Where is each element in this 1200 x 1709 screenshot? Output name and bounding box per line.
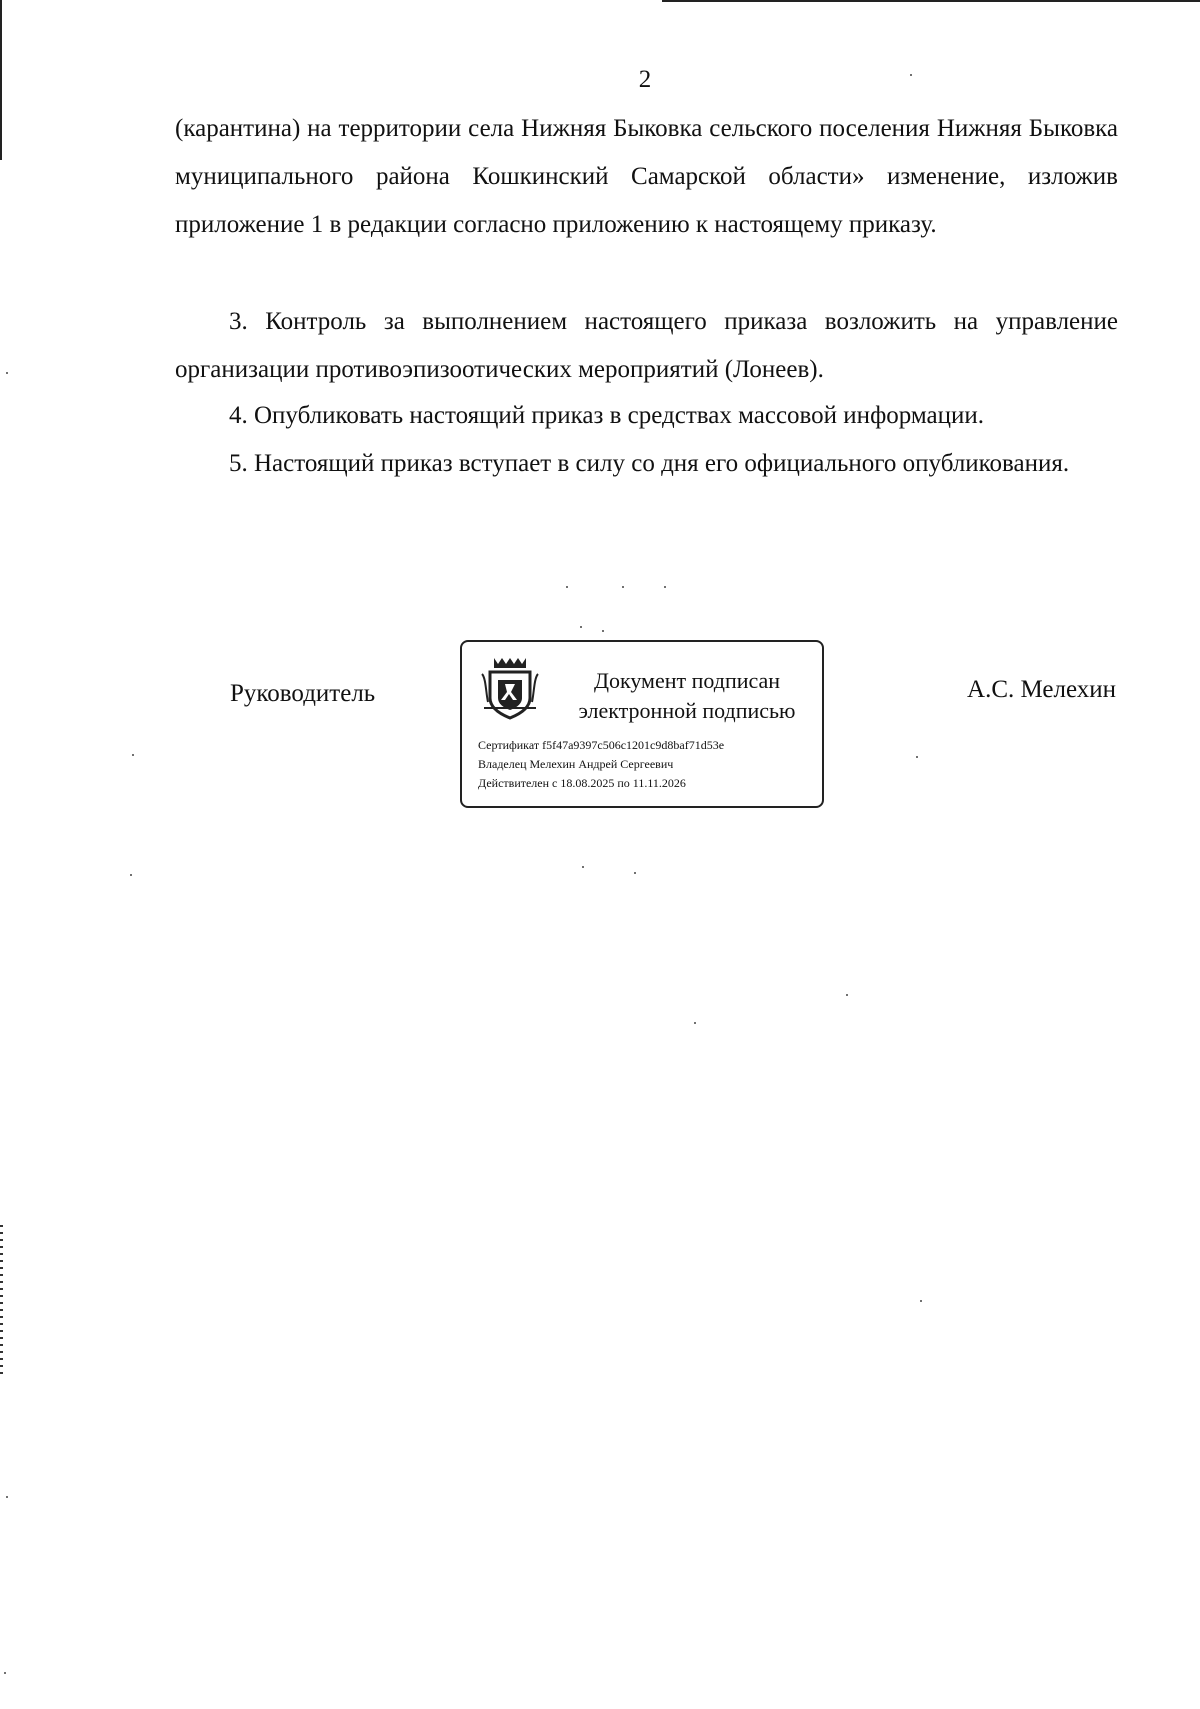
scan-speck	[130, 874, 132, 876]
scan-speck	[622, 586, 624, 588]
scan-speck	[132, 754, 134, 756]
paragraph-3: 3. Контроль за выполнением настоящего приказа возложить на управление организации противоэпизоотических мероприятий (Лонеев).	[175, 308, 1118, 383]
scan-top-rule	[662, 0, 1200, 2]
signatory-name: А.С. Мелехин	[967, 676, 1116, 703]
paragraph-5: 5. Настоящий приказ вступает в силу со дня его официального опубликования.	[229, 450, 1070, 477]
paragraph-effective-block	[175, 440, 1118, 488]
scan-speck	[580, 626, 582, 628]
paragraph-control-block	[175, 298, 1118, 394]
scan-speck	[634, 872, 636, 874]
signatory-position: Руководитель	[230, 680, 376, 707]
scan-speck	[602, 630, 604, 632]
stamp-owner: Владелец Мелехин Андрей Сергеевич	[478, 757, 674, 771]
scan-speck	[582, 866, 584, 868]
paragraph-4: 4. Опубликовать настоящий приказ в средствах массовой информации.	[229, 402, 985, 429]
scan-speck	[566, 586, 568, 588]
page-number: 2	[638, 66, 652, 93]
scan-speck	[4, 1672, 6, 1674]
scan-speck	[920, 1300, 922, 1302]
scan-speck	[916, 756, 918, 758]
scan-speck	[910, 74, 912, 76]
stamp-title-line-2: электронной подписью	[578, 698, 796, 723]
stamp-title	[562, 666, 812, 726]
scan-speck	[6, 1496, 8, 1498]
scan-speck	[846, 994, 848, 996]
scan-left-edge	[0, 0, 2, 160]
stamp-validity: Действителен с 18.08.2025 по 11.11.2026	[478, 776, 686, 790]
scan-speck	[694, 1022, 696, 1024]
scan-speck	[664, 586, 666, 588]
stamp-details	[478, 736, 818, 793]
samara-coat-of-arms-icon	[480, 654, 540, 720]
electronic-signature-stamp	[460, 640, 824, 808]
paragraph-continuation-text	[175, 105, 1118, 249]
stamp-title-line-1: Документ подписан	[593, 668, 781, 693]
stamp-certificate: Сертификат f5f47a9397c506c1201c9d8baf71d53e	[478, 738, 725, 752]
paragraph-publish-block	[175, 392, 1118, 440]
scan-speck	[6, 372, 8, 374]
paragraph-1: (карантина) на территории села Нижняя Быковка сельского поселения Нижняя Быковка муниципального района Кошкинский Самарской области» изменение, изложив приложение 1 в редакции согласно приложению к настоящему приказу.	[175, 115, 1118, 238]
scan-left-speckle	[0, 1225, 3, 1375]
